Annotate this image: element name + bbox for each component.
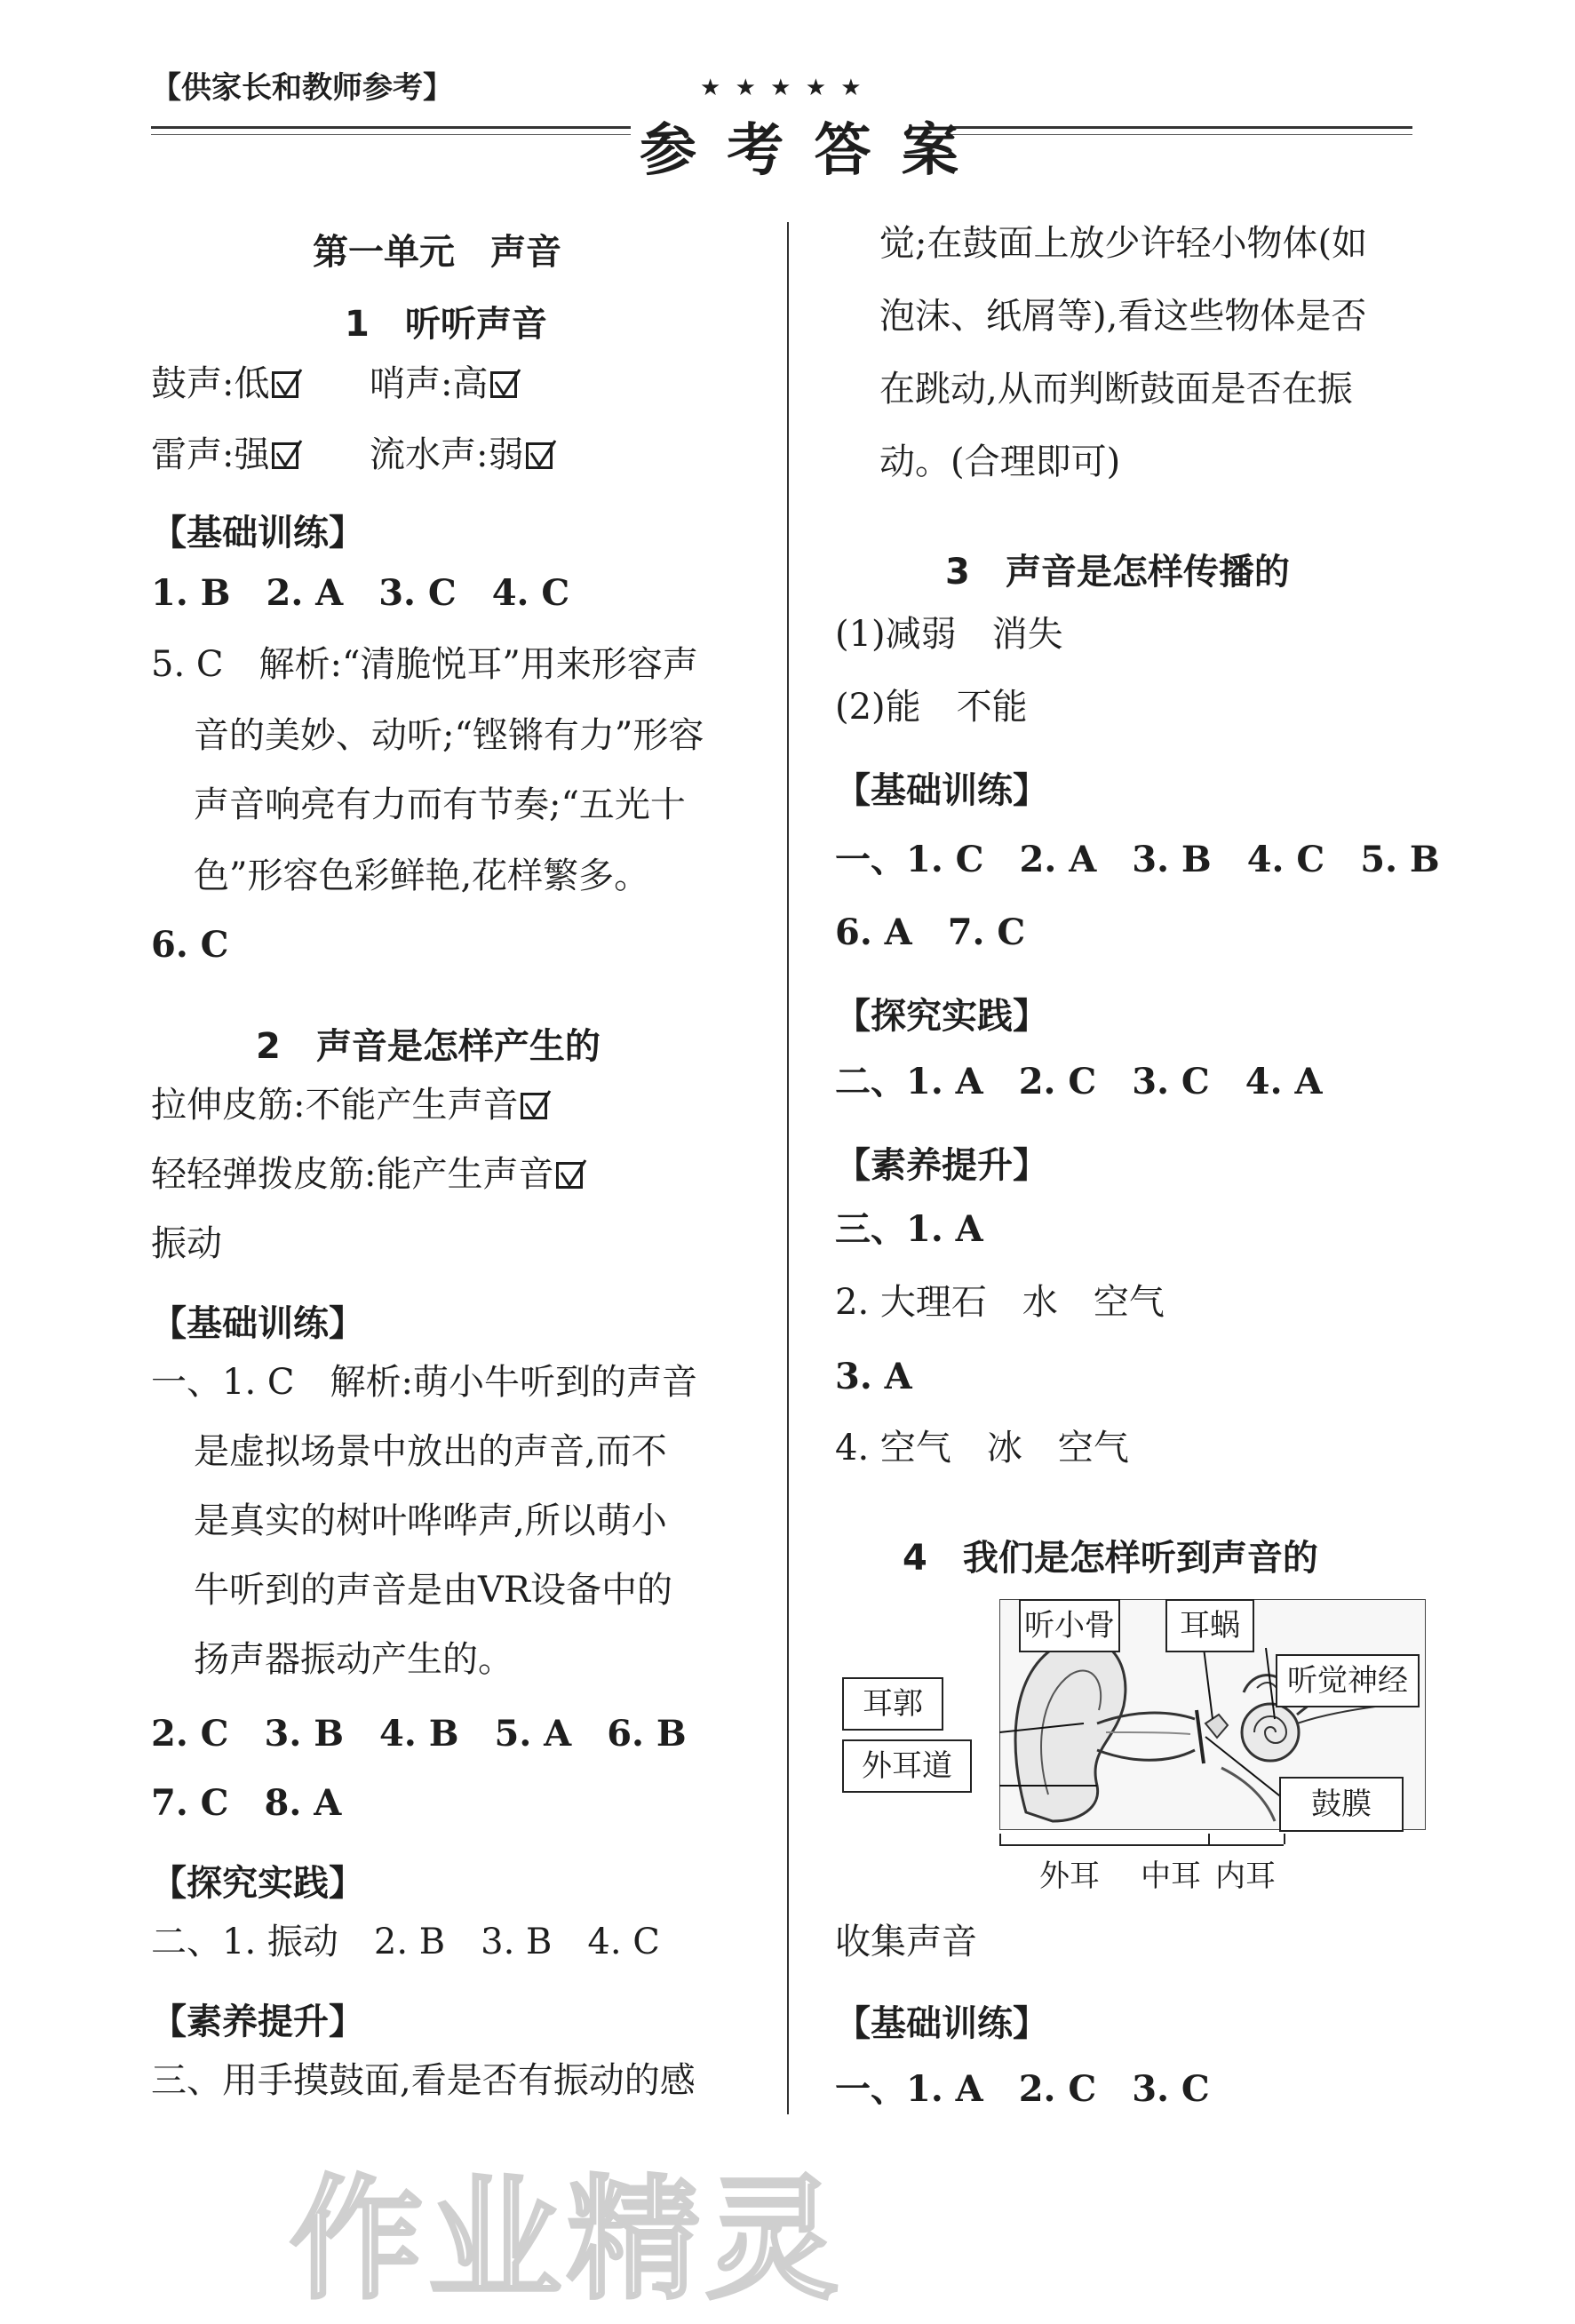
- section-1-title: 1 听听声音: [345, 304, 547, 345]
- bracket-tick: [999, 1834, 1001, 1844]
- s1-answer-5-line-3: 声音响亮有力而有节奏;“五光十: [194, 784, 686, 825]
- s3-inquiry-practice: 【探究实践】: [835, 996, 1048, 1037]
- s2-answers-7: 7. C 8. A: [151, 1782, 342, 1824]
- page-title: 参 考 答 案: [640, 118, 964, 184]
- s3-answer-c4: 4. 空气 冰 空气: [835, 1428, 1129, 1468]
- s4-basic-training: 【基础训练】: [835, 2003, 1048, 2044]
- header-stars: ★ ★ ★ ★ ★: [700, 75, 865, 101]
- s1-line-1a: 鼓声:低: [151, 366, 298, 402]
- s3-answers-1: 一、1. C 2. A 3. B 4. C 5. B: [835, 839, 1440, 880]
- s4-line-1: 收集声音: [835, 1922, 977, 1962]
- cont-line-4: 动。(合理即可): [879, 442, 1121, 482]
- checkmark-icon: [556, 1162, 583, 1189]
- s1-line-2a: 雷声:强: [151, 437, 298, 473]
- label-eardrum: 鼓膜: [1279, 1777, 1404, 1832]
- label-auricle: 耳郭: [842, 1677, 943, 1731]
- s3-answer-c1: 三、1. A: [835, 1208, 983, 1250]
- bracket-tick: [1284, 1834, 1285, 1844]
- checkmark-icon: [526, 442, 553, 469]
- label-outer-ear: 外耳: [1039, 1858, 1100, 1894]
- s2-answer-1-line-5: 扬声器振动产生的。: [194, 1639, 513, 1680]
- header-rule-right-1: [951, 126, 1412, 129]
- header-note: 【供家长和教师参考】: [151, 70, 453, 106]
- s3-answer-c3: 3. A: [835, 1356, 912, 1397]
- label-auditory-nerve: 听觉神经: [1276, 1654, 1420, 1707]
- header-rule-left-1: [151, 126, 631, 129]
- section-2-title: 2 声音是怎样产生的: [256, 1026, 601, 1067]
- s2-answers-b1: 二、1. 振动 2. B 3. B 4. C: [151, 1922, 660, 1962]
- s1-line-1b: 哨声:高: [370, 366, 517, 402]
- header-rule-left-2: [151, 134, 631, 135]
- s2-answer-1-line-2: 是虚拟场景中放出的声音,而不: [194, 1431, 667, 1472]
- s2-line-1: 拉伸皮筋:不能产生声音: [151, 1087, 547, 1123]
- label-cochlea: 耳蜗: [1165, 1599, 1254, 1652]
- s1-answer-5-line-2: 音的美妙、动听;“铿锵有力”形容: [194, 715, 704, 756]
- cont-line-3: 在跳动,从而判断鼓面是否在振: [879, 369, 1353, 410]
- column-divider: [787, 222, 789, 2114]
- s2-answer-c1: 三、用手摸鼓面,看是否有振动的感: [151, 2060, 696, 2101]
- label-ear-canal: 外耳道: [842, 1739, 972, 1793]
- s3-line-2: (2)能 不能: [835, 687, 1028, 728]
- s2-basic-training: 【基础训练】: [151, 1303, 364, 1344]
- label-middle-ear: 中耳: [1141, 1858, 1201, 1894]
- s2-inquiry-practice: 【探究实践】: [151, 1863, 364, 1904]
- s2-line-2: 轻轻弹拨皮筋:能产生声音: [151, 1157, 583, 1192]
- section-3-title: 3 声音是怎样传播的: [945, 552, 1290, 593]
- s3-answers-b1: 二、1. A 2. C 3. C 4. A: [835, 1061, 1323, 1102]
- s1-answer-5: 5. C 解析:“清脆悦耳”用来形容声: [151, 644, 698, 685]
- s1-answer-6: 6. C: [151, 924, 229, 966]
- s4-answers-1: 一、1. A 2. C 3. C: [835, 2068, 1210, 2110]
- s2-answer-1-line-4: 牛听到的声音是由VR设备中的: [194, 1570, 673, 1611]
- cont-line-1: 觉;在鼓面上放少许轻小物体(如: [879, 223, 1368, 264]
- s3-line-1: (1)减弱 消失: [835, 614, 1063, 655]
- s1-line-2b: 流水声:弱: [370, 437, 553, 473]
- s2-answer-1: 一、1. C 解析:萌小牛听到的声音: [151, 1362, 697, 1403]
- cont-line-2: 泡沫、纸屑等),看这些物体是否: [879, 296, 1367, 337]
- label-auditory-ossicles: 听小骨: [1019, 1599, 1120, 1652]
- s3-answer-c2: 2. 大理石 水 空气: [835, 1282, 1165, 1323]
- s2-answers-2: 2. C 3. B 4. B 5. A 6. B: [151, 1713, 687, 1755]
- s3-basic-training: 【基础训练】: [835, 770, 1048, 811]
- checkmark-icon: [272, 371, 298, 398]
- checkmark-icon: [272, 442, 298, 469]
- s2-literacy-improvement: 【素养提升】: [151, 2002, 364, 2042]
- s3-answers-6: 6. A 7. C: [835, 911, 1026, 953]
- bracket-tick: [1208, 1834, 1210, 1844]
- header-rule-right-2: [951, 134, 1412, 135]
- section-4-title: 4 我们是怎样听到声音的: [903, 1538, 1318, 1579]
- s1-basic-training: 【基础训练】: [151, 513, 364, 553]
- checkmark-icon: [490, 371, 517, 398]
- s2-line-3: 振动: [151, 1223, 222, 1264]
- bracket-line: [999, 1844, 1284, 1846]
- watermark: 作业精灵: [290, 2163, 845, 2318]
- s1-answers-1: 1. B 2. A 3. C 4. C: [151, 572, 570, 614]
- label-inner-ear: 内耳: [1215, 1858, 1276, 1894]
- s2-answer-1-line-3: 是真实的树叶哗哗声,所以萌小: [194, 1500, 667, 1541]
- s3-literacy-improvement: 【素养提升】: [835, 1145, 1048, 1186]
- checkmark-icon: [521, 1093, 547, 1119]
- s1-answer-5-line-4: 色”形容色彩鲜艳,花样繁多。: [194, 856, 650, 896]
- unit-title: 第一单元 声音: [313, 232, 561, 273]
